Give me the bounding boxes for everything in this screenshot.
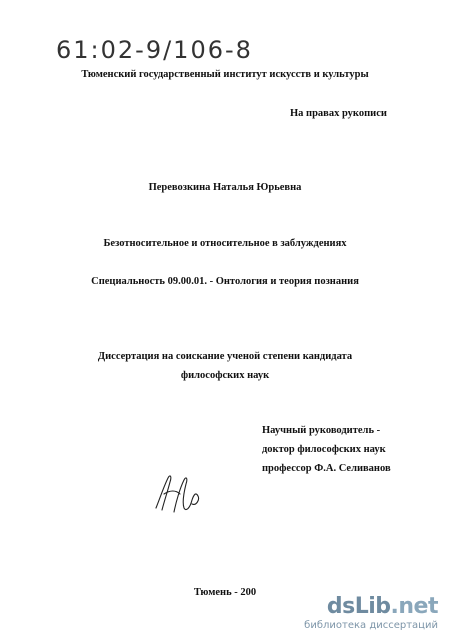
institution-name: Тюменский государственный институт искусств и культуры — [81, 69, 369, 80]
city-year: Тюмень - 200 — [193, 587, 257, 598]
dissertation-title: Безотносительное и относительное в заблуждениях — [103, 238, 347, 249]
watermark-logo-suffix: .net — [390, 594, 438, 619]
manuscript-rights: На правах рукописи — [290, 108, 387, 119]
supervisor-role: Научный руководитель - — [262, 425, 381, 436]
dissertation-degree-line2: философских наук — [180, 370, 270, 381]
watermark-subtitle: библиотека диссертаций — [304, 620, 438, 631]
watermark-logo-main: dsLib — [326, 594, 391, 619]
supervisor-name: профессор Ф.А. Селиванов — [262, 463, 391, 474]
handwritten-catalog-number: 61:02-9/106-8 — [56, 36, 253, 64]
watermark-logo — [327, 594, 438, 619]
signature-icon — [150, 468, 210, 518]
dissertation-degree-line1: Диссертация на соискание ученой степени кандидата — [97, 351, 353, 362]
supervisor-degree: доктор философских наук — [262, 444, 386, 455]
specialty: Специальность 09.00.01. - Онтология и теория познания — [91, 276, 359, 287]
author-name: Перевозкина Наталья Юрьевна — [148, 182, 302, 193]
